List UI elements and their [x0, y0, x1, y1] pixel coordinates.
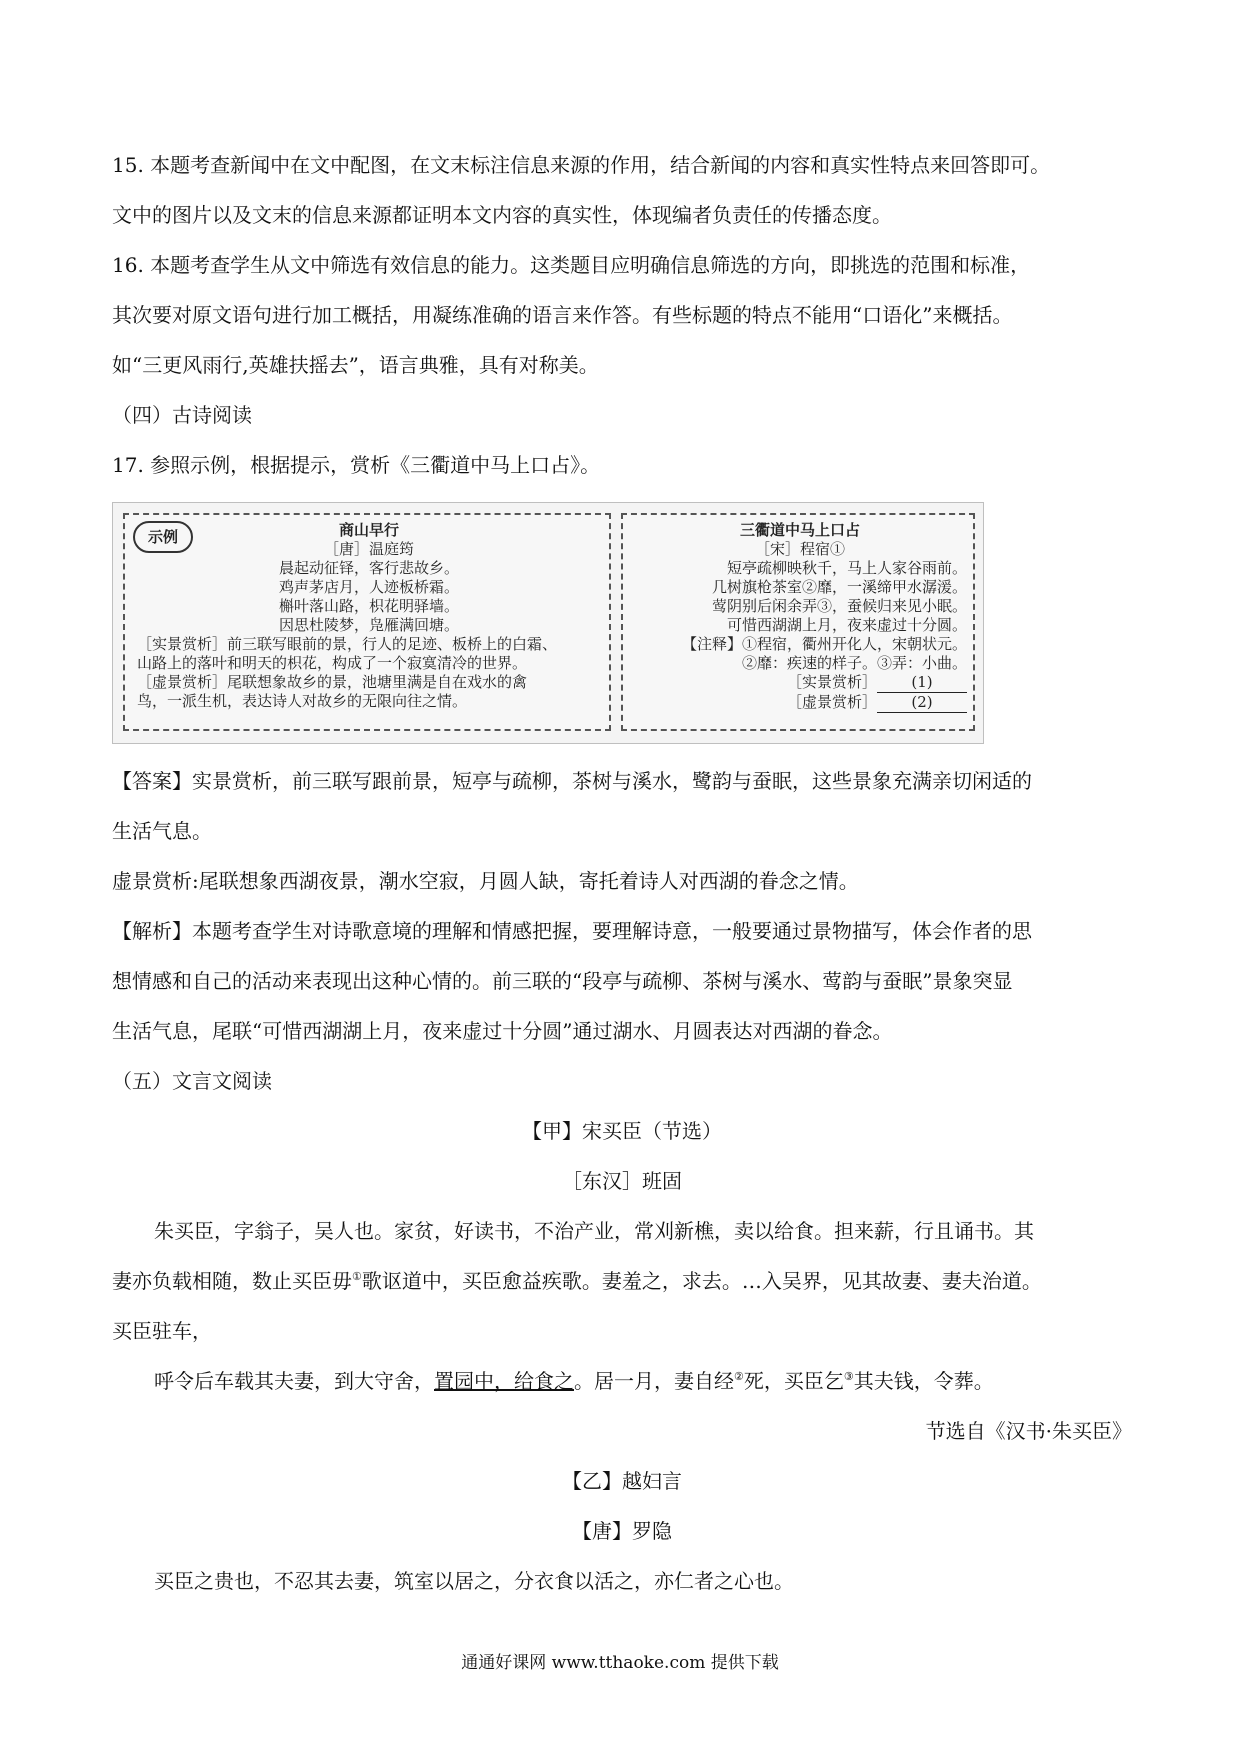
page-footer: 通通好课网 www.tthaoke.com 提供下载	[461, 1653, 779, 1673]
left-poem-line: 因思杜陵梦，凫雁满回塘。	[278, 616, 459, 634]
text-a-source: 节选自《汉书·朱买臣》	[925, 1419, 1132, 1443]
example-figure	[112, 502, 984, 744]
footnote-marker: ③	[843, 1370, 854, 1383]
text-a-line-1: 朱买臣，字翁子，吴人也。家贫，好读书，不治产业，常刈新樵，卖以给食。担来薪，行且诵书。其	[154, 1219, 1034, 1243]
right-poem-line: 可惜西湖湖上月，夜来虚过十分圆。	[726, 616, 967, 634]
right-poem-line: 短亭疏柳映秋千，马上人家谷雨前。	[726, 559, 967, 577]
right-poem-title: 三衢道中马上口占	[739, 521, 860, 539]
text-a-line-4-part: 呼令后车载其夫妻，到大守舍，	[154, 1369, 434, 1393]
footnote-marker: ①	[352, 1270, 362, 1283]
left-poem-author: ［唐］温庭筠	[323, 540, 414, 558]
right-note-line: ②靡：疾速的样子。③弄：小曲。	[741, 654, 967, 672]
text-a-line-4-part: 。居一月，妻自经	[574, 1369, 734, 1393]
blank-row-1	[633, 673, 967, 693]
right-poem-author: ［宋］程宿①	[754, 540, 845, 558]
example-panel-right	[621, 513, 975, 731]
left-poem-line: 鸡声茅店月，人迹板桥霜。	[278, 578, 459, 596]
blank-label-2: ［虚景赏析］	[786, 693, 877, 711]
blank-1: (1)	[877, 673, 967, 693]
analysis-line-2: 想情感和自己的活动来表现出这种心情的。前三联的“段亭与疏柳、茶树与溪水、莺韵与蚕眠”景象突显	[112, 969, 1013, 993]
left-analysis-line: ［实景赏析］前三联写眼前的景，行人的足迹、板桥上的白霜、	[137, 635, 558, 653]
text-a-line-2	[112, 1256, 1132, 1306]
left-poem-line: 槲叶落山路，枳花明驿墙。	[278, 597, 459, 615]
footnote-marker: ②	[734, 1370, 744, 1383]
right-note-line: 【注释】①程宿，衢州开化人，宋朝状元。	[681, 635, 967, 653]
left-analysis-line: 鸟，一派生机，表达诗人对故乡的无限向往之情。	[137, 692, 468, 710]
left-poem-line: 晨起动征铎，客行悲故乡。	[278, 559, 459, 577]
text-a-author: ［东汉］班固	[562, 1169, 682, 1193]
q17-prompt: 17. 参照示例，根据提示，赏析《三衢道中马上口占》。	[112, 453, 601, 477]
text-a-line-2-part: 妻亦负载相随，数止买臣毋	[112, 1269, 352, 1293]
q15-line-2: 文中的图片以及文末的信息来源都证明本文内容的真实性，体现编者负责任的传播态度。	[112, 203, 892, 227]
q16-line-3: 如“三更风雨行,英雄扶摇去”，语言典雅，具有对称美。	[112, 353, 599, 377]
right-poem-line: 莺阴别后闲余弄③，蚕候归来见小眠。	[711, 597, 967, 615]
section-heading-classical: （五）文言文阅读	[112, 1069, 272, 1093]
blank-label-1: ［实景赏析］	[786, 673, 877, 691]
document-body	[112, 140, 1132, 1606]
section-heading-poetry: （四）古诗阅读	[112, 403, 252, 427]
blank-row-2	[633, 693, 967, 713]
analysis-line-3: 生活气息，尾联“可惜西湖湖上月，夜来虚过十分圆”通过湖水、月圆表达对西湖的眷念。	[112, 1019, 893, 1043]
example-panel-left	[123, 513, 611, 731]
text-b-title: 【乙】越妇言	[562, 1469, 682, 1493]
blank-2: (2)	[877, 693, 967, 713]
analysis-line-1: 【解析】本题考查学生对诗歌意境的理解和情感把握，要理解诗意，一般要通过景物描写，体会作者的思	[112, 919, 1032, 943]
q16-line-2: 其次要对原文语句进行加工概括，用凝练准确的语言来作答。有些标题的特点不能用“口语化”来概括。	[112, 303, 1013, 327]
underlined-phrase: 置园中，给食之	[434, 1369, 574, 1393]
answer-line-2: 生活气息。	[112, 819, 212, 843]
text-a-line-4-part: 其夫钱，令葬。	[853, 1369, 994, 1393]
left-analysis-line: 山路上的落叶和明天的枳花，构成了一个寂寞清冷的世界。	[137, 654, 528, 672]
text-b-line-1: 买臣之贵也，不忍其去妻，筑室以居之，分衣食以活之，亦仁者之心也。	[154, 1569, 794, 1593]
example-tag: 示例	[133, 521, 193, 553]
left-analysis-line: ［虚景赏析］尾联想象故乡的景，池塘里满是自在戏水的禽	[137, 673, 528, 691]
text-a-line-4	[112, 1356, 1132, 1406]
text-a-line-2-part: 歌讴道中，买臣愈益疾歌。妻羞之，求去。…入吴界，见其故妻、妻夫治道。	[361, 1269, 1042, 1293]
q16-line-1: 16. 本题考查学生从文中筛选有效信息的能力。这类题目应明确信息筛选的方向，即挑选的范围和标准，	[112, 253, 1031, 277]
text-b-author: 【唐】罗隐	[572, 1519, 672, 1543]
answer-line-3: 虚景赏析:尾联想象西湖夜景，潮水空寂，月圆人缺，寄托着诗人对西湖的眷念之情。	[112, 869, 859, 893]
q15-line-1: 15. 本题考查新闻中在文中配图，在文末标注信息来源的作用，结合新闻的内容和真实性特点来回答即可。	[112, 153, 1051, 177]
answer-line-1: 【答案】实景赏析，前三联写跟前景，短亭与疏柳，茶树与溪水，鹭韵与蚕眠，这些景象充满亲切闲适的	[112, 769, 1032, 793]
text-a-line-4-part: 死，买臣乞	[743, 1369, 844, 1393]
left-poem-title: 商山早行	[338, 521, 399, 539]
text-a-title: 【甲】宋买臣（节选）	[522, 1119, 722, 1143]
text-a-line-3: 买臣驻车，	[112, 1319, 212, 1343]
right-poem-line: 几树旗枪茶室②靡，一溪缔甲水潺湲。	[711, 578, 967, 596]
